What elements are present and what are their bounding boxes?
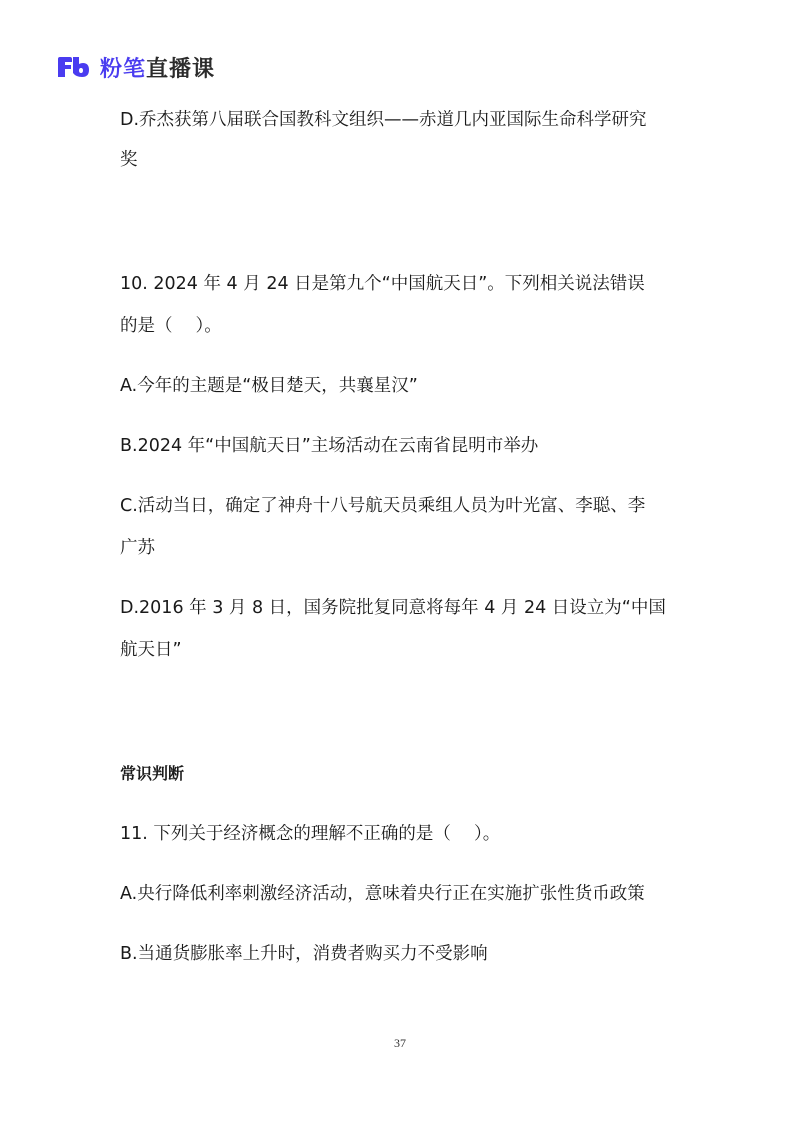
q11-option-a: A.央行降低利率刺激经济活动，意味着央行正在实施扩张性货币政策 [120,884,645,904]
q10-option-c-line1: C.活动当日，确定了神舟十八号航天员乘组人员为叶光富、李聪、李 [120,496,646,516]
q10-option-d-line1: D.2016 年 3 月 8 日，国务院批复同意将每年 4 月 24 日设立为“中国 [120,598,666,618]
fenbi-logo [56,52,215,82]
q11-stem: 11. 下列关于经济概念的理解不正确的是（ ）。 [120,824,501,844]
page-number: 37 [394,1036,406,1050]
q10-option-b: B.2024 年“中国航天日”主场活动在云南省昆明市举办 [120,436,539,456]
q10-stem-line1: 10. 2024 年 4 月 24 日是第九个“中国航天日”。下列相关说法错误 [120,274,645,294]
q11-option-b: B.当通货膨胀率上升时，消费者购买力不受影响 [120,944,488,964]
prev-option-d-line2: 奖 [120,150,138,170]
section-title: 常识判断 [120,764,185,783]
logo-brand-text: 粉笔 [100,56,147,82]
q10-option-d-line2: 航天日” [120,640,182,660]
prev-option-d-line1: D.乔杰获第八届联合国教科文组织——赤道几内亚国际生命科学研究 [120,110,647,130]
logo-product-text: 直播课 [146,56,216,82]
q10-stem-line2: 的是（ ）。 [120,316,222,336]
q10-option-a: A.今年的主题是“极目楚天，共襄星汉” [120,376,418,396]
fb-logo-icon [56,55,90,79]
q10-option-c-line2: 广苏 [120,538,155,558]
